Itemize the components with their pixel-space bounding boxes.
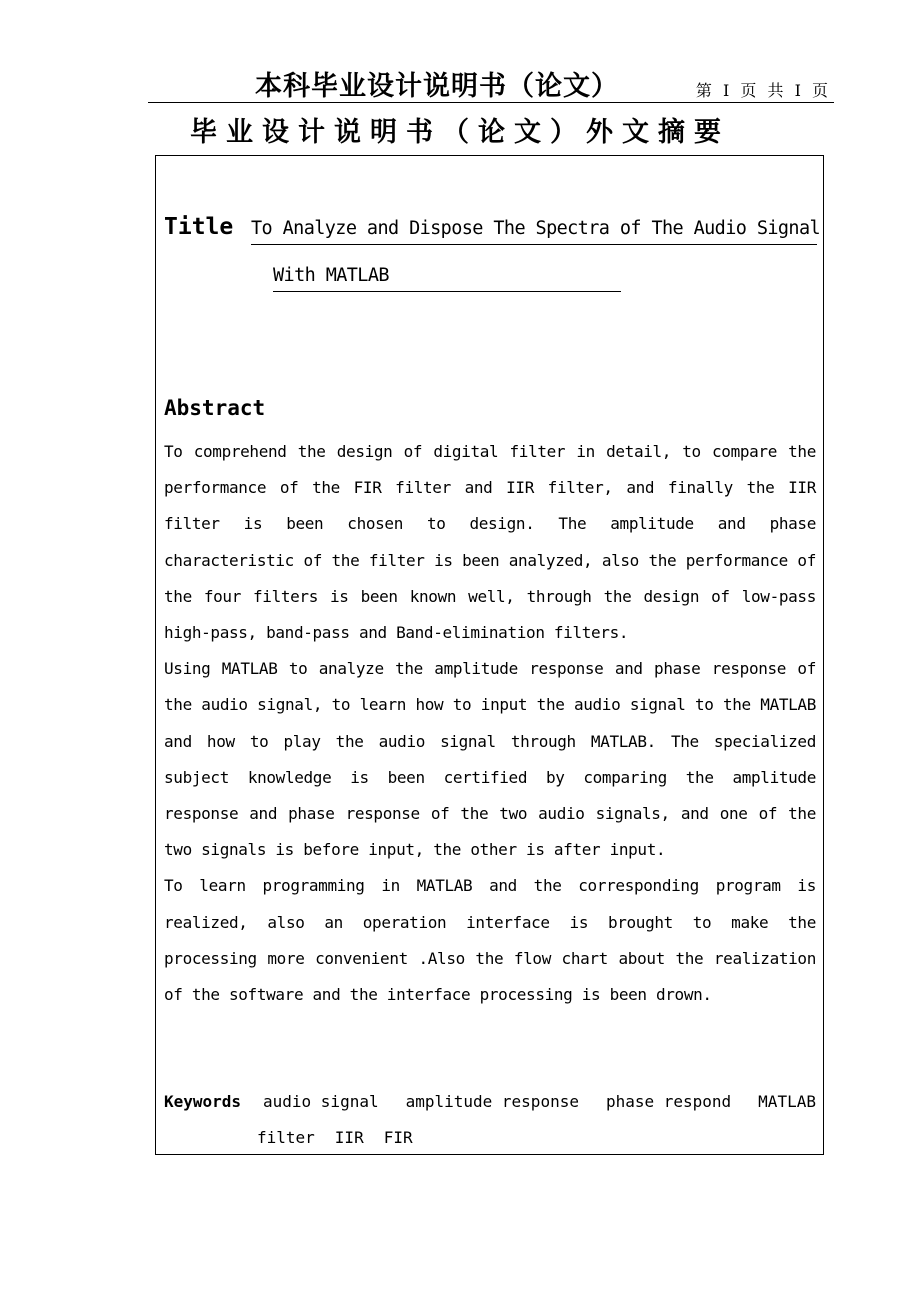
thesis-title-line-2: With MATLAB — [273, 265, 621, 292]
page-indicator: 第 I 页 共 I 页 — [695, 81, 828, 100]
keyword-item: IIR — [334, 1128, 364, 1147]
running-header — [148, 62, 834, 103]
document-series-title: 本科毕业设计说明书（论文） — [255, 71, 619, 102]
keywords-line-2 — [257, 1128, 413, 1147]
keyword-item: FIR — [383, 1128, 413, 1147]
keywords-line-1 — [263, 1092, 816, 1111]
abstract-heading: Abstract — [164, 396, 266, 420]
abstract-paragraph-3: To learn programming in MATLAB and the corresponding program is realized, also an operation interface is brought to make the processing more convenient .Also the flow chart about the realization of the software and the interface processing is been drown. — [164, 876, 816, 1005]
keyword-item: filter — [257, 1128, 315, 1147]
abstract-paragraph-1: To comprehend the design of digital filter in detail, to compare the performance of the FIR filter and IIR filter, and finally the IIR filter is been chosen to design. The amplitude and phase characteristic of the filter is been analyzed, also the performance of the four filters is been known well, through the design of low-pass high-pass, band-pass and Band-elimination filters. — [164, 442, 816, 643]
keyword-item: audio signal — [263, 1092, 379, 1111]
keywords-label: Keywords — [164, 1092, 242, 1111]
abstract-paragraph-2: Using MATLAB to analyze the amplitude response and phase response of the audio signal, to learn how to input the audio signal to the MATLAB and how to play the audio signal through MATLAB. The specialized subject knowledge is been certified by comparing the amplitude response and phase response of the two audio signals, and one of the two signals is before input, the other is after input. — [164, 659, 816, 860]
keyword-item: amplitude response — [405, 1092, 579, 1111]
abstract-box — [155, 155, 824, 1155]
page-heading: 毕业设计说明书（论文）外文摘要 — [190, 117, 730, 148]
keyword-item: phase respond — [605, 1092, 732, 1111]
abstract-body — [164, 434, 816, 1013]
keyword-item: MATLAB — [758, 1092, 816, 1111]
title-label: Title — [164, 214, 234, 240]
thesis-title-line-1: To Analyze and Dispose The Spectra of The Audio Signal — [251, 218, 817, 245]
